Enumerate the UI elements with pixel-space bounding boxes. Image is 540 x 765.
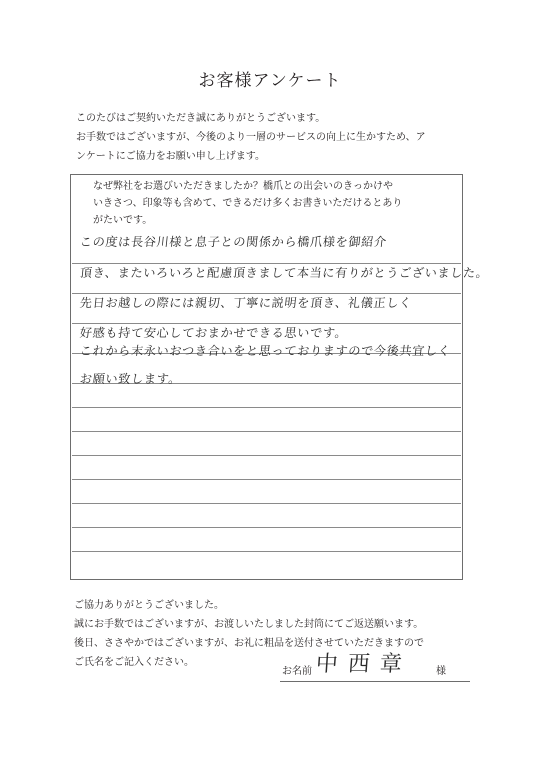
ruled-line <box>72 407 461 408</box>
name-underline <box>280 681 470 682</box>
question-line: いきさつ、印象等も含めて、できるだけ多くお書きいただけるとあり <box>93 198 403 209</box>
question-text <box>93 178 453 229</box>
closing-line: ご氏名をご記入ください。 <box>74 657 194 668</box>
handwritten-name: 中西章 <box>314 652 413 677</box>
intro-text <box>76 109 476 166</box>
question-line: がたいです。 <box>93 215 153 226</box>
handwritten-answer-line: お願い致します。 <box>79 372 182 386</box>
handwritten-answer-line: 先日お越しの際には親切、丁寧に説明を頂き、礼儀正しく <box>79 296 413 310</box>
ruled-line <box>72 551 461 552</box>
handwritten-answer-line: この度は長谷川様と息子との関係から橋爪様を御紹介 <box>79 235 388 249</box>
name-field <box>280 644 470 682</box>
intro-line: このたびはご契約いただき誠にありがとうございます。 <box>76 113 326 124</box>
ruled-line <box>72 479 461 480</box>
name-label: お名前 <box>282 666 312 677</box>
page-title: お客様アンケート <box>198 71 342 91</box>
ruled-line <box>72 503 461 504</box>
answer-box <box>70 174 490 580</box>
handwritten-answer-line: 好感も持て安心しておまかせできる思いです。 <box>79 326 349 340</box>
intro-line: お手数ではございますが、今後のより一層のサービスの向上に生かすため、ア <box>76 132 426 143</box>
closing-line: 誠にお手数ではございますが、お渡しいたしました封筒にてご返送願います。 <box>74 619 424 630</box>
ruled-line <box>72 431 461 432</box>
handwritten-answer-line: 頂き、またいろいろと配慮頂きまして本当に有りがとうございました。 <box>79 266 490 280</box>
closing-line: ご協力ありがとうございました。 <box>74 600 224 611</box>
intro-line: ンケートにご協力をお願い申し上げます。 <box>76 151 265 162</box>
closing-line: 後日、ささやかではございますが、お礼に粗品を送付させていただきますので <box>74 638 424 649</box>
honorific-label: 様 <box>436 666 446 677</box>
question-line: なぜ弊社をお選びいただきましたか？橋爪との出会いのきっかけや <box>93 181 393 192</box>
ruled-line <box>72 527 461 528</box>
ruled-line <box>72 455 461 456</box>
handwritten-answer-line: これから末永いおつき合いをと思っておりますので今後共宜しく <box>79 344 452 358</box>
